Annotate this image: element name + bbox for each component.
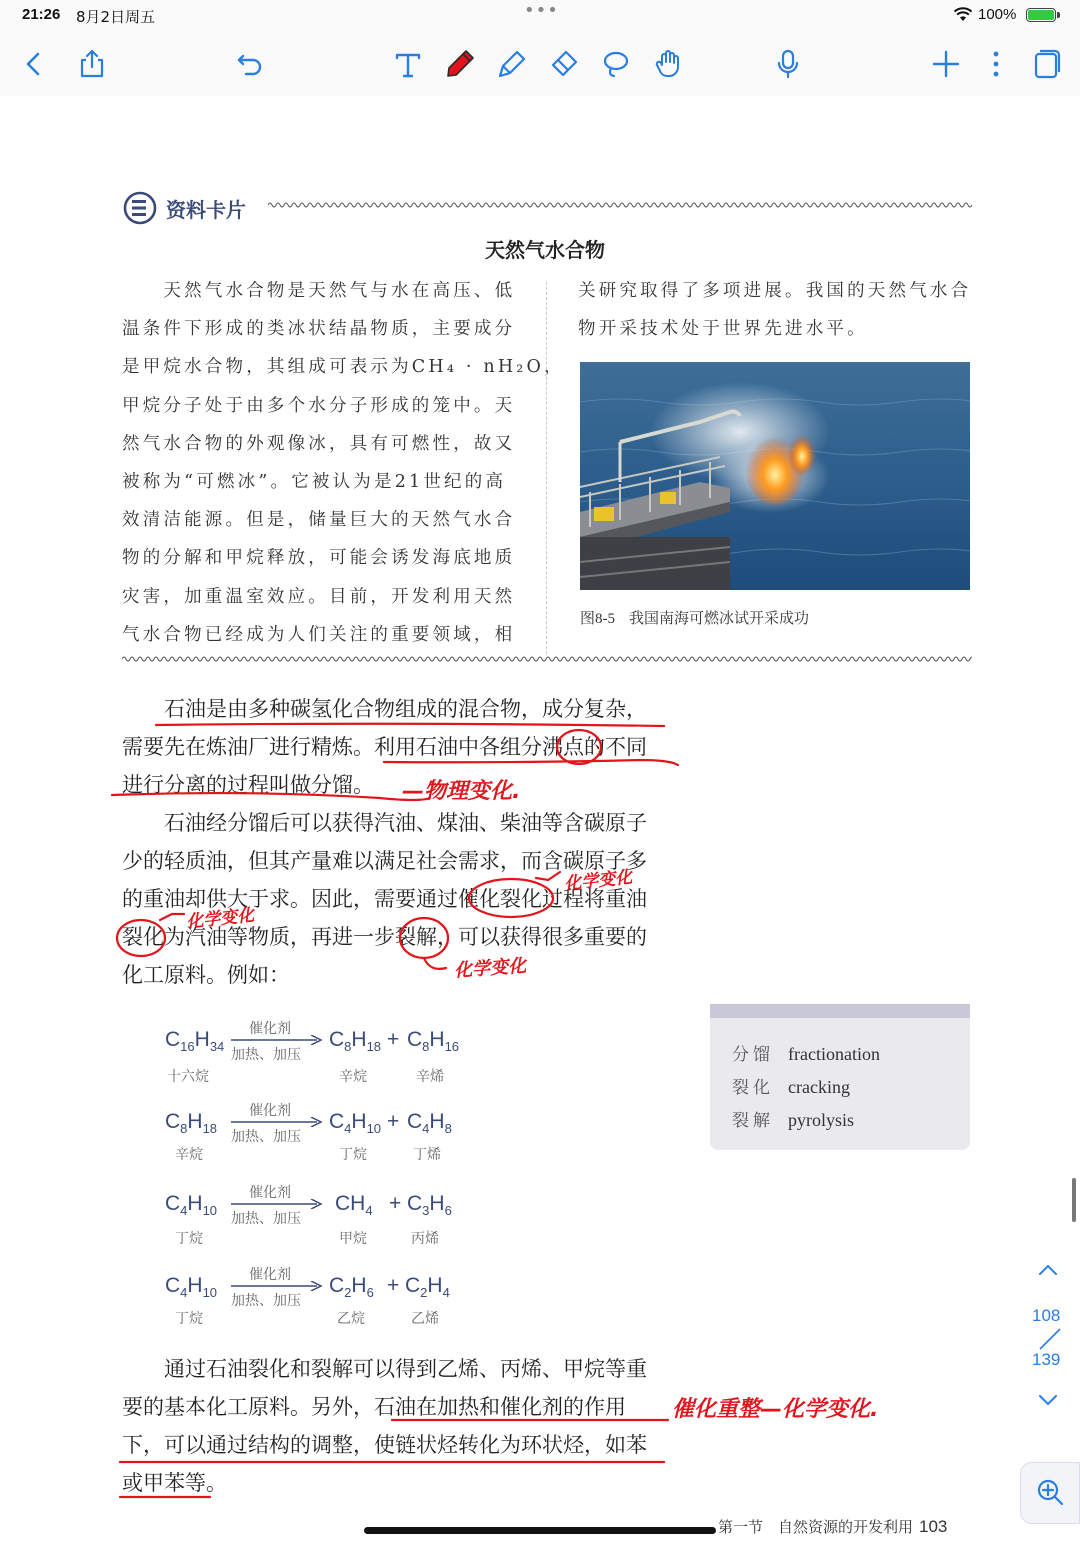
current-page[interactable]: 108 (1032, 1306, 1061, 1325)
vocab-row: 分馏 fractionation (732, 1044, 880, 1065)
zoom-button[interactable] (1020, 1462, 1080, 1524)
note-chemical-change-1: 化学变化 (563, 867, 634, 895)
note-chemical-change-3: 化学变化 (453, 955, 527, 982)
card-title: 天然气水合物 (485, 238, 605, 262)
zoom-in-icon[interactable] (1035, 1477, 1065, 1507)
vocabulary-box (710, 1004, 970, 1150)
scrollbar-thumb[interactable] (1072, 1178, 1076, 1222)
card-label: 资料卡片 (166, 198, 246, 222)
card-right-column: 关研究取得了多项进展。我国的天然气水合 物开采技术处于世界先进水平。 (578, 281, 972, 340)
page-navigator (1020, 1260, 1080, 1420)
status-time: 21:26 (22, 6, 61, 23)
equation-2: $C_8H_{18}$ 辛烷 催化剂 加热、加压 $C_4H_{10}$ 丁烷 + $C_4H_8$ 丁烯 (165, 1103, 452, 1163)
vocab-row: 裂解 pyrolysis (732, 1110, 855, 1131)
chevron-up-icon[interactable] (1036, 1260, 1060, 1280)
note-chemical-change-2: 化学变化 (185, 905, 256, 933)
main-paragraph-1: 石油是由多种碳氢化合物组成的混合物，成分复杂， 需要先在炼油厂进行精炼。利用石油中各组分沸点的不同 进行分离的过程叫做分馏。 石油经分馏后可以获得汽油、煤油、柴油等含碳原子 少的轻质油，但其产量难以满足社会需求，而含碳原子多 的重油却供大于求。因此，需要通过催化裂化过程将重油 裂化为汽油等物质，再进一步裂解，可以获得很多重要的 化工原料。例如： (122, 697, 647, 987)
equation-4: $C_4H_{10}$ 丁烷 催化剂 加热、加压 $C_2H_6$ 乙烷 + $C_2H_4$ 乙烯 (165, 1267, 450, 1327)
main-paragraph-2: 通过石油裂化和裂解可以得到乙烯、丙烯、甲烷等重 要的基本化工原料。另外，石油在加热和催化剂的作用 下，可以通过结构的调整，使链状烃转化为环状烃，如苯 或甲苯等。 (122, 1357, 647, 1495)
chevron-down-icon[interactable] (1036, 1390, 1060, 1410)
note-reforming: 催化重整—化学变化. (672, 1397, 879, 1422)
figure-caption: 图8-5 我国南海可燃冰试开采成功 (580, 611, 810, 627)
card-left-column: 天然气水合物是天然气与水在高压、低 温条件下形成的类冰状结晶物质，主要成分 是甲烷水合物，其组成可表示为CH₄ · nH₂O， 甲烷分子处于由多个水分子形成的笼中。天 然气水合物的外观像冰，具有可燃性，故又 被称为“可燃冰”。它被认为是21世纪的高 效清洁能源。但是，储量巨大的天然气水合 物的分解和甲烷释放，可能会诱发海底地质 灾害，加重温室效应。目前，开发利用天然 气水合物已经成为人们关注的重要领域，相 (122, 281, 565, 645)
equation-1: $C_{16}H_{34}$ 十六烷 催化剂 加热、加压 $C_8H_{18}$ 辛烷 + $C_8H_{16}$ 辛烯 (165, 1021, 460, 1085)
page-slash (1038, 1328, 1062, 1350)
equation-3: $C_4H_{10}$ 丁烷 催化剂 加热、加压 $CH_4$ 甲烷 + $C_3H_6$ 丙烯 (165, 1185, 452, 1247)
total-pages: 139 (1032, 1350, 1061, 1369)
vocab-row: 裂化 cracking (732, 1077, 850, 1098)
status-date: 8月2日周五 (76, 8, 156, 26)
note-physical-change: —物理变化. (402, 779, 521, 804)
home-indicator[interactable] (364, 1527, 716, 1534)
battery-percent: 100% (978, 6, 1017, 23)
page-footer: 第一节 自然资源的开发利用 103 (718, 1517, 948, 1536)
multitask-dots-icon[interactable]: ••• (524, 0, 559, 21)
